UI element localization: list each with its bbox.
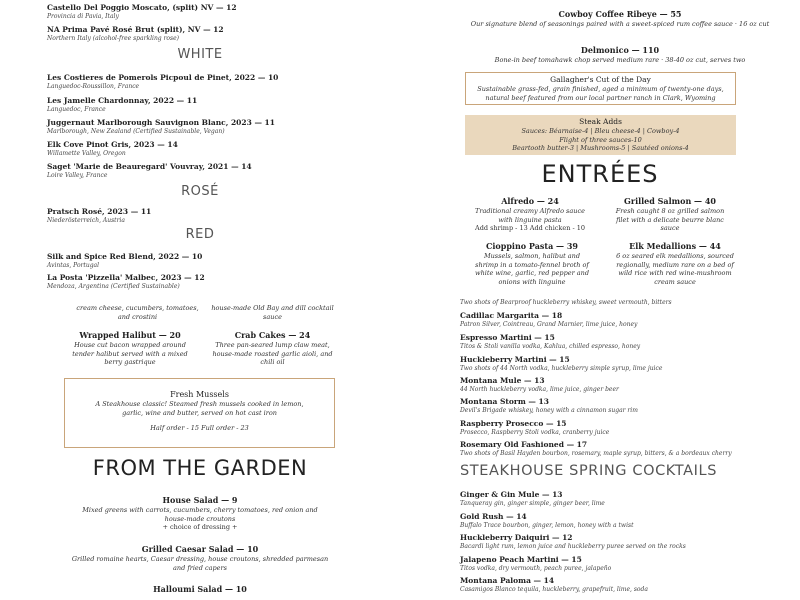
item-desc: Casamigos Blanco tequila, huckleberry, grapefruit, lime, soda [460, 586, 648, 593]
wine-name: Pratsch Rosé, 2023 — 11 [47, 207, 152, 216]
wine-item [47, 25, 224, 43]
cocktails-pane [400, 299, 800, 600]
wine-region: Loire Valley, France [47, 172, 108, 179]
wine-name: Juggernaut Marlborough Sauvignon Blanc, 2023 — 11 [47, 118, 275, 127]
item-desc: Traditional creamy Alfredo sauce with linguine pasta [475, 207, 585, 224]
steak-adds-extras: Beartooth butter-3 | Mushrooms-5 | Sautéed onions-4 [512, 144, 689, 152]
wine-item [47, 207, 151, 225]
item-name: Wrapped Halibut — 20 [79, 330, 181, 340]
wine-item [47, 140, 178, 158]
cocktail-item [460, 419, 609, 437]
steaks-entrees-pane [400, 0, 800, 299]
mussels-price: Half order - 15 Full order - 23 [150, 424, 249, 432]
cocktail-item [460, 333, 640, 351]
wine-section-white: WHITE [177, 47, 223, 62]
item-desc: Bacardi light rum, lemon juice and huckleberry puree served on the rocks [460, 543, 686, 550]
cocktail-desc-fragment [460, 299, 672, 307]
item-note: + choice of dressing + [162, 523, 238, 531]
cocktail-item [460, 376, 619, 394]
menu-item [470, 196, 590, 233]
item-name: Crab Cakes — 24 [234, 330, 311, 340]
menu-item [70, 330, 190, 367]
menu-item [615, 241, 735, 286]
wine-region: Marlborough, New Zealand (Certified Sustainable, Vegan) [47, 128, 225, 135]
item-desc: Our signature blend of seasonings paired with a sweet-spiced rum coffee sauce · 16 oz cut [470, 20, 770, 28]
item-name: Grilled Salmon — 40 [624, 196, 716, 206]
steak-adds-sauces: Sauces: Béarnaise-4 | Bleu cheese-4 | Cowboy-4 [521, 127, 680, 135]
item-desc: Titos vodka, dry vermouth, peach puree, jalapeño [460, 565, 612, 572]
wine-region: Languedoc, France [47, 106, 106, 113]
item-name: Espresso Martini — 15 [460, 333, 555, 342]
item-name: Huckleberry Daiquiri — 12 [460, 533, 573, 542]
wine-region: Provincia di Pavia, Italy [47, 13, 119, 20]
cut-of-day-box [465, 72, 736, 105]
item-name: House Salad — 9 [162, 495, 238, 505]
wine-name: Les Costieres de Pomerols Picpoul de Pinet, 2022 — 10 [47, 73, 279, 82]
item-name: Ginger & Gin Mule — 13 [460, 490, 563, 499]
mussels-box [64, 378, 335, 448]
item-name: Elk Medallions — 44 [629, 241, 721, 251]
item-name: Montana Mule — 13 [460, 376, 545, 385]
item-desc: Prosecco, Raspberry Stoli vodka, cranberry juice [460, 429, 610, 436]
item-name: Raspberry Prosecco — 15 [460, 419, 567, 428]
item-name: Alfredo — 24 [501, 196, 559, 206]
mussels-desc: A Steakhouse classic! Steamed fresh mussels cooked in lemon, garlic, wine and butter, served on hot cast iron [95, 400, 304, 417]
item-desc: Three pan-seared lump claw meat, house-made roasted garlic aioli, and chili oil [212, 341, 333, 366]
wine-name: Les Jamelle Chardonnay, 2022 — 11 [47, 96, 198, 105]
wine-item [47, 162, 252, 180]
wine-region: Northern Italy (alcohol-free sparkling rose) [47, 35, 180, 42]
wine-item [47, 252, 202, 270]
item-desc: Titos & Stoli vanilla vodka, Kahlua, chilled espresso, honey [460, 343, 641, 350]
item-desc: Tanqueray gin, ginger simple, ginger beer, lime [460, 500, 605, 507]
wine-region: Avintas, Portugal [47, 262, 100, 269]
wine-item [47, 118, 275, 136]
wine-region: Languedoc-Roussillon, France [47, 83, 140, 90]
wine-item [47, 73, 278, 91]
item-desc: cream cheese, cucumbers, tomatoes, and crostini [76, 304, 199, 321]
wine-region: Willamette Valley, Oregon [47, 150, 126, 157]
wine-name: Saget 'Marie de Beauregard' Vouvray, 2021 — 14 [47, 162, 252, 171]
item-desc: Two shots of Basil Hayden bourbon, rosemary, maple syrup, bitters, & a bordeaux cherry [460, 450, 732, 457]
cut-of-day-title: Gallagher's Cut of the Day [550, 75, 651, 84]
item-desc: Patron Silver, Cointreau, Grand Marnier, lime juice, honey [460, 321, 638, 328]
item-desc: house-made Old Bay and dill cocktail sauce [211, 304, 334, 321]
cocktail-item [460, 440, 732, 458]
wine-name: Elk Cove Pinot Gris, 2023 — 14 [47, 140, 178, 149]
item-desc: Bone-in beef tomahawk chop served medium rare · 38-40 oz cut, serves two [494, 56, 746, 64]
wine-name: Silk and Spice Red Blend, 2022 — 10 [47, 252, 203, 261]
cocktail-item [460, 355, 662, 373]
cocktail-item [460, 512, 633, 530]
cocktail-item [460, 397, 638, 415]
item-name: Grilled Caesar Salad — 10 [141, 544, 259, 554]
menu-item [470, 45, 770, 65]
starter-fragment [210, 304, 335, 321]
item-name: Huckleberry Martini — 15 [460, 355, 570, 364]
wine-section-rose: ROSÉ [181, 184, 219, 199]
spring-cocktails-heading: STEAKHOUSE SPRING COCKTAILS [460, 463, 718, 479]
wine-name: NA Prima Pavé Rosé Brut (split), NV — 12 [47, 25, 224, 34]
item-desc: Two shots of 44 North vodka, huckleberry simple syrup, lime juice [460, 365, 663, 372]
cocktail-item [460, 555, 611, 573]
item-name: Halloumi Salad — 10 [153, 584, 247, 594]
item-desc: Devil's Brigade whiskey, honey with a cinnamon sugar rim [460, 407, 638, 414]
item-desc: Grilled romaine hearts, Caesar dressing, house croutons, shredded parmesan and fried capers [71, 555, 329, 572]
steak-adds-box [465, 115, 736, 155]
menu-item [470, 9, 770, 29]
wine-region: Mendoza, Argentina (Certified Sustainable) [47, 283, 180, 290]
wine-name: Castello Del Poggio Moscato, (split) NV — 12 [47, 3, 237, 12]
wine-item [47, 3, 237, 21]
item-desc: Buffalo Trace bourbon, ginger, lemon, honey with a twist [460, 522, 634, 529]
menu-item [615, 196, 725, 233]
steak-adds-flight: Flight of three sauces-10 [559, 135, 642, 144]
item-name: Gold Rush — 14 [460, 512, 527, 521]
item-desc: Fresh caught 8 oz grilled salmon filet with a delicate beurre blanc sauce [615, 207, 725, 232]
cocktail-item [460, 311, 637, 329]
item-desc: Mussels, salmon, halibut and shrimp in a tomato-fennel broth of white wine, garlic, red pepper and onions with linguine [475, 252, 589, 286]
wine-section-red: RED [185, 227, 215, 242]
wine-item [47, 273, 205, 291]
mussels-title: Fresh Mussels [170, 390, 229, 399]
item-desc: 44 North huckleberry vodka, lime juice, ginger beer [460, 386, 619, 393]
cocktail-item [460, 490, 605, 508]
item-desc: House cut bacon wrapped around tender halibut served with a mixed berry gastrique [72, 341, 188, 366]
menu-item [472, 241, 592, 286]
cut-of-day-desc: Sustainable grass-fed, grain finished, aged a minimum of twenty-one days, natural beef featured from our local partner ranch in Clark, Wyoming [477, 85, 724, 102]
starters-garden-pane [0, 299, 400, 600]
menu-item [80, 495, 320, 532]
item-desc: Two shots of Bearproof huckleberry whiskey, sweet vermouth, bitters [460, 299, 672, 306]
cocktail-item [460, 576, 648, 594]
wine-item [47, 96, 197, 114]
wine-list-pane [0, 0, 400, 299]
garden-heading: FROM THE GARDEN [92, 456, 308, 480]
item-name: Montana Storm — 13 [460, 397, 549, 406]
item-name: Cowboy Coffee Ribeye — 55 [558, 9, 682, 19]
item-desc: 6 oz seared elk medallions, sourced regionally, medium rare on a bed of wild rice with red wine-mushroom cream sauce [616, 252, 734, 286]
item-name: Cioppino Pasta — 39 [486, 241, 578, 251]
item-name: Montana Paloma — 14 [460, 576, 555, 585]
wine-name: La Posta 'Pizzella' Malbec, 2023 — 12 [47, 273, 205, 282]
item-name: Delmonico — 110 [580, 45, 660, 55]
item-name: Jalapeno Peach Martini — 15 [460, 555, 582, 564]
item-name: Rosemary Old Fashioned — 17 [460, 440, 588, 449]
menu-item [210, 330, 335, 367]
entrees-heading: ENTRÉES [541, 160, 659, 188]
starter-fragment [75, 304, 200, 321]
wine-region: Niederösterreich, Austria [47, 217, 125, 224]
cocktail-item [460, 533, 686, 551]
steak-adds-title: Steak Adds [579, 117, 622, 126]
menu-item [100, 584, 300, 595]
menu-item [70, 544, 330, 572]
item-extras: Add shrimp - 13 Add chicken - 10 [475, 224, 585, 232]
item-name: Cadillac Margarita — 18 [460, 311, 563, 320]
item-desc: Mixed greens with carrots, cucumbers, cherry tomatoes, red onion and house-made croutons [82, 506, 318, 523]
